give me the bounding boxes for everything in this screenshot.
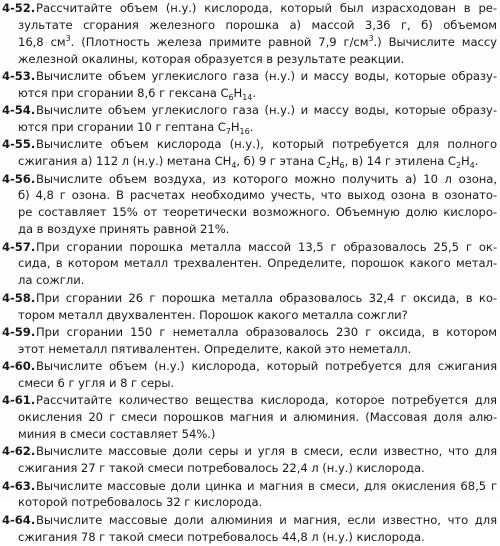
text-run: 16,8 см [18, 34, 66, 49]
text-run: сида, в котором металл трехвалентен. Определите, порошок какого метал- [18, 256, 497, 271]
problem-text [36, 393, 497, 407]
text-run: сжигания 27 г такой смеси потребовалось 22,4 л (н.у.) кислорода. [18, 461, 425, 476]
problem-number: 4-63. [2, 478, 36, 493]
text-run: да в воздухе принять равной 21%. [18, 222, 230, 237]
subscript: 2 [455, 161, 461, 171]
subscript: 4 [469, 161, 475, 171]
problem-number: 4-58. [2, 290, 36, 305]
problem-text [18, 427, 215, 441]
problem-text [18, 256, 497, 270]
text-run: зультате сгорания железного порошка а) массой 3,36 г, б) объемом [18, 17, 497, 32]
text-run: Вычислите объем воздуха, из которого можно получить а) 10 л озона, [36, 171, 497, 186]
text-run: ются при сгорании 8,6 г гексана C [18, 85, 229, 100]
text-run: ются при сгорании 10 г гептана C [18, 120, 226, 135]
text-run: При сгорании 150 г неметалла образовалось 230 г оксида, в котором [36, 324, 497, 339]
text-run: ла сожгли. [18, 273, 85, 288]
text-run: . (Плотность железа примите равной 7,9 г/см [70, 34, 369, 49]
text-run: миния в смеси составляет 54%.) [18, 427, 216, 442]
text-run: Вычислите массовые доли серы и угля в смеси, если известно, что для [36, 444, 497, 459]
problem-text [36, 325, 497, 339]
text-run: которой потребовалось 32 г кислорода. [18, 495, 263, 510]
text-run: ре составляет 15% от теоретически возможного. Объемную долю кислоро- [18, 205, 497, 220]
subscript: 6 [228, 92, 234, 102]
text-run: H [330, 154, 340, 169]
problem-text [18, 410, 497, 424]
subscript: 4 [231, 161, 237, 171]
text-run: H [233, 85, 243, 100]
text-run: H [230, 120, 240, 135]
text-run: Рассчитайте объем (н.у.) кислорода, который был израсходован в ре- [36, 1, 497, 15]
problem-text [18, 461, 425, 475]
problem-text [18, 273, 84, 287]
text-run: сжигания а) 112 л (н.у.) метана CH [18, 154, 232, 169]
problem-text [36, 359, 497, 373]
problem-number: 4-55. [2, 137, 36, 152]
problem-text [18, 188, 497, 202]
subscript: 6 [339, 161, 345, 171]
problem-text [36, 137, 497, 151]
text-run: этот неметалл пятивалентен. Определите, какой это неметалл. [18, 341, 412, 356]
problem-text [36, 240, 497, 254]
problem-text [18, 222, 229, 236]
problem-text [18, 86, 256, 102]
problem-number: 4-53. [2, 69, 36, 83]
problem-text [36, 172, 497, 186]
problem-number: 4-64. [2, 512, 36, 527]
problem-text [36, 69, 497, 83]
problem-text [18, 52, 404, 66]
problem-text [18, 495, 262, 509]
problem-text [36, 513, 497, 527]
text-run: б) 4,8 г озона. В расчетах необходимо учесть, что выход озона в озонато- [18, 188, 497, 203]
problem-number: 4-61. [2, 393, 36, 408]
text-run: . [252, 85, 256, 100]
text-run: железной окалины, которая образуется в результате реакции. [18, 51, 405, 66]
text-run: тором металл двухвалентен. Порошок какого металла сожгли? [18, 307, 408, 322]
text-run: H [460, 154, 470, 169]
subscript: 16 [239, 127, 250, 137]
problem-text [36, 479, 497, 493]
text-run: При сгорании 26 г порошка металла образовалось 32,4 г оксида, в ко- [36, 290, 497, 305]
text-run: Рассчитайте количество вещества кислорода, которое потребуется для [36, 393, 497, 408]
text-run: Вычислите объем (н.у.) кислорода, который потребуется для сжигания [36, 359, 497, 374]
text-run: сжигания 78 г такой смеси потребовалось 44,8 л (н.у.) кислорода. [18, 529, 425, 544]
problem-text [18, 18, 497, 32]
text-run: Вычислите объем углекислого газа (н.у.) и массу воды, которые образу- [36, 103, 497, 118]
text-run: Вычислите объем кислорода (н.у.), который потребуется для полного [36, 137, 497, 152]
problem-text [36, 291, 497, 305]
text-run: , б) 9 г этана C [236, 154, 326, 169]
text-run: окисления 20 г смеси порошков магния и алюминия. (Массовая доля алю- [18, 410, 497, 425]
problem-text [36, 1, 497, 15]
problem-text [18, 308, 408, 322]
problem-text [18, 154, 478, 170]
text-run: . [474, 154, 479, 169]
problem-number: 4-57. [2, 239, 36, 254]
superscript: 3 [65, 33, 71, 43]
problem-number: 4-52. [2, 1, 36, 15]
text-run: Вычислите объем углекислого газа (н.у.) и массу воды, которые образу- [36, 69, 497, 83]
subscript: 7 [225, 127, 231, 137]
problem-text [36, 103, 497, 117]
subscript: 14 [242, 92, 253, 102]
problem-text [18, 35, 497, 51]
problem-number: 4-62. [2, 444, 36, 459]
text-run: .) Вычислите массу [373, 34, 497, 49]
superscript: 3 [368, 33, 374, 43]
text-run: смеси 6 г угля и 8 г серы. [18, 375, 175, 390]
problem-text [18, 530, 425, 544]
problem-text [18, 205, 497, 219]
problem-number: 4-60. [2, 359, 36, 374]
problem-number: 4-54. [2, 103, 36, 118]
problem-text [36, 444, 497, 458]
problem-text [18, 342, 411, 356]
text-run: , в) 14 г этилена C [344, 154, 456, 169]
problem-text [18, 376, 174, 390]
text-run: Вычислите массовые доли алюминия и магния, если известно, что для [36, 512, 497, 527]
text-run: При сгорании порошка металла массой 13,5 г образовалось 25,5 г ок- [36, 239, 497, 254]
problem-text [18, 120, 253, 136]
problem-number: 4-59. [2, 324, 36, 339]
problem-number: 4-56. [2, 171, 36, 186]
text-run: . [249, 120, 254, 135]
text-run: Вычислите массовые доли цинка и магния в смеси, для окисления 68,5 г [36, 478, 497, 493]
subscript: 2 [325, 161, 331, 171]
